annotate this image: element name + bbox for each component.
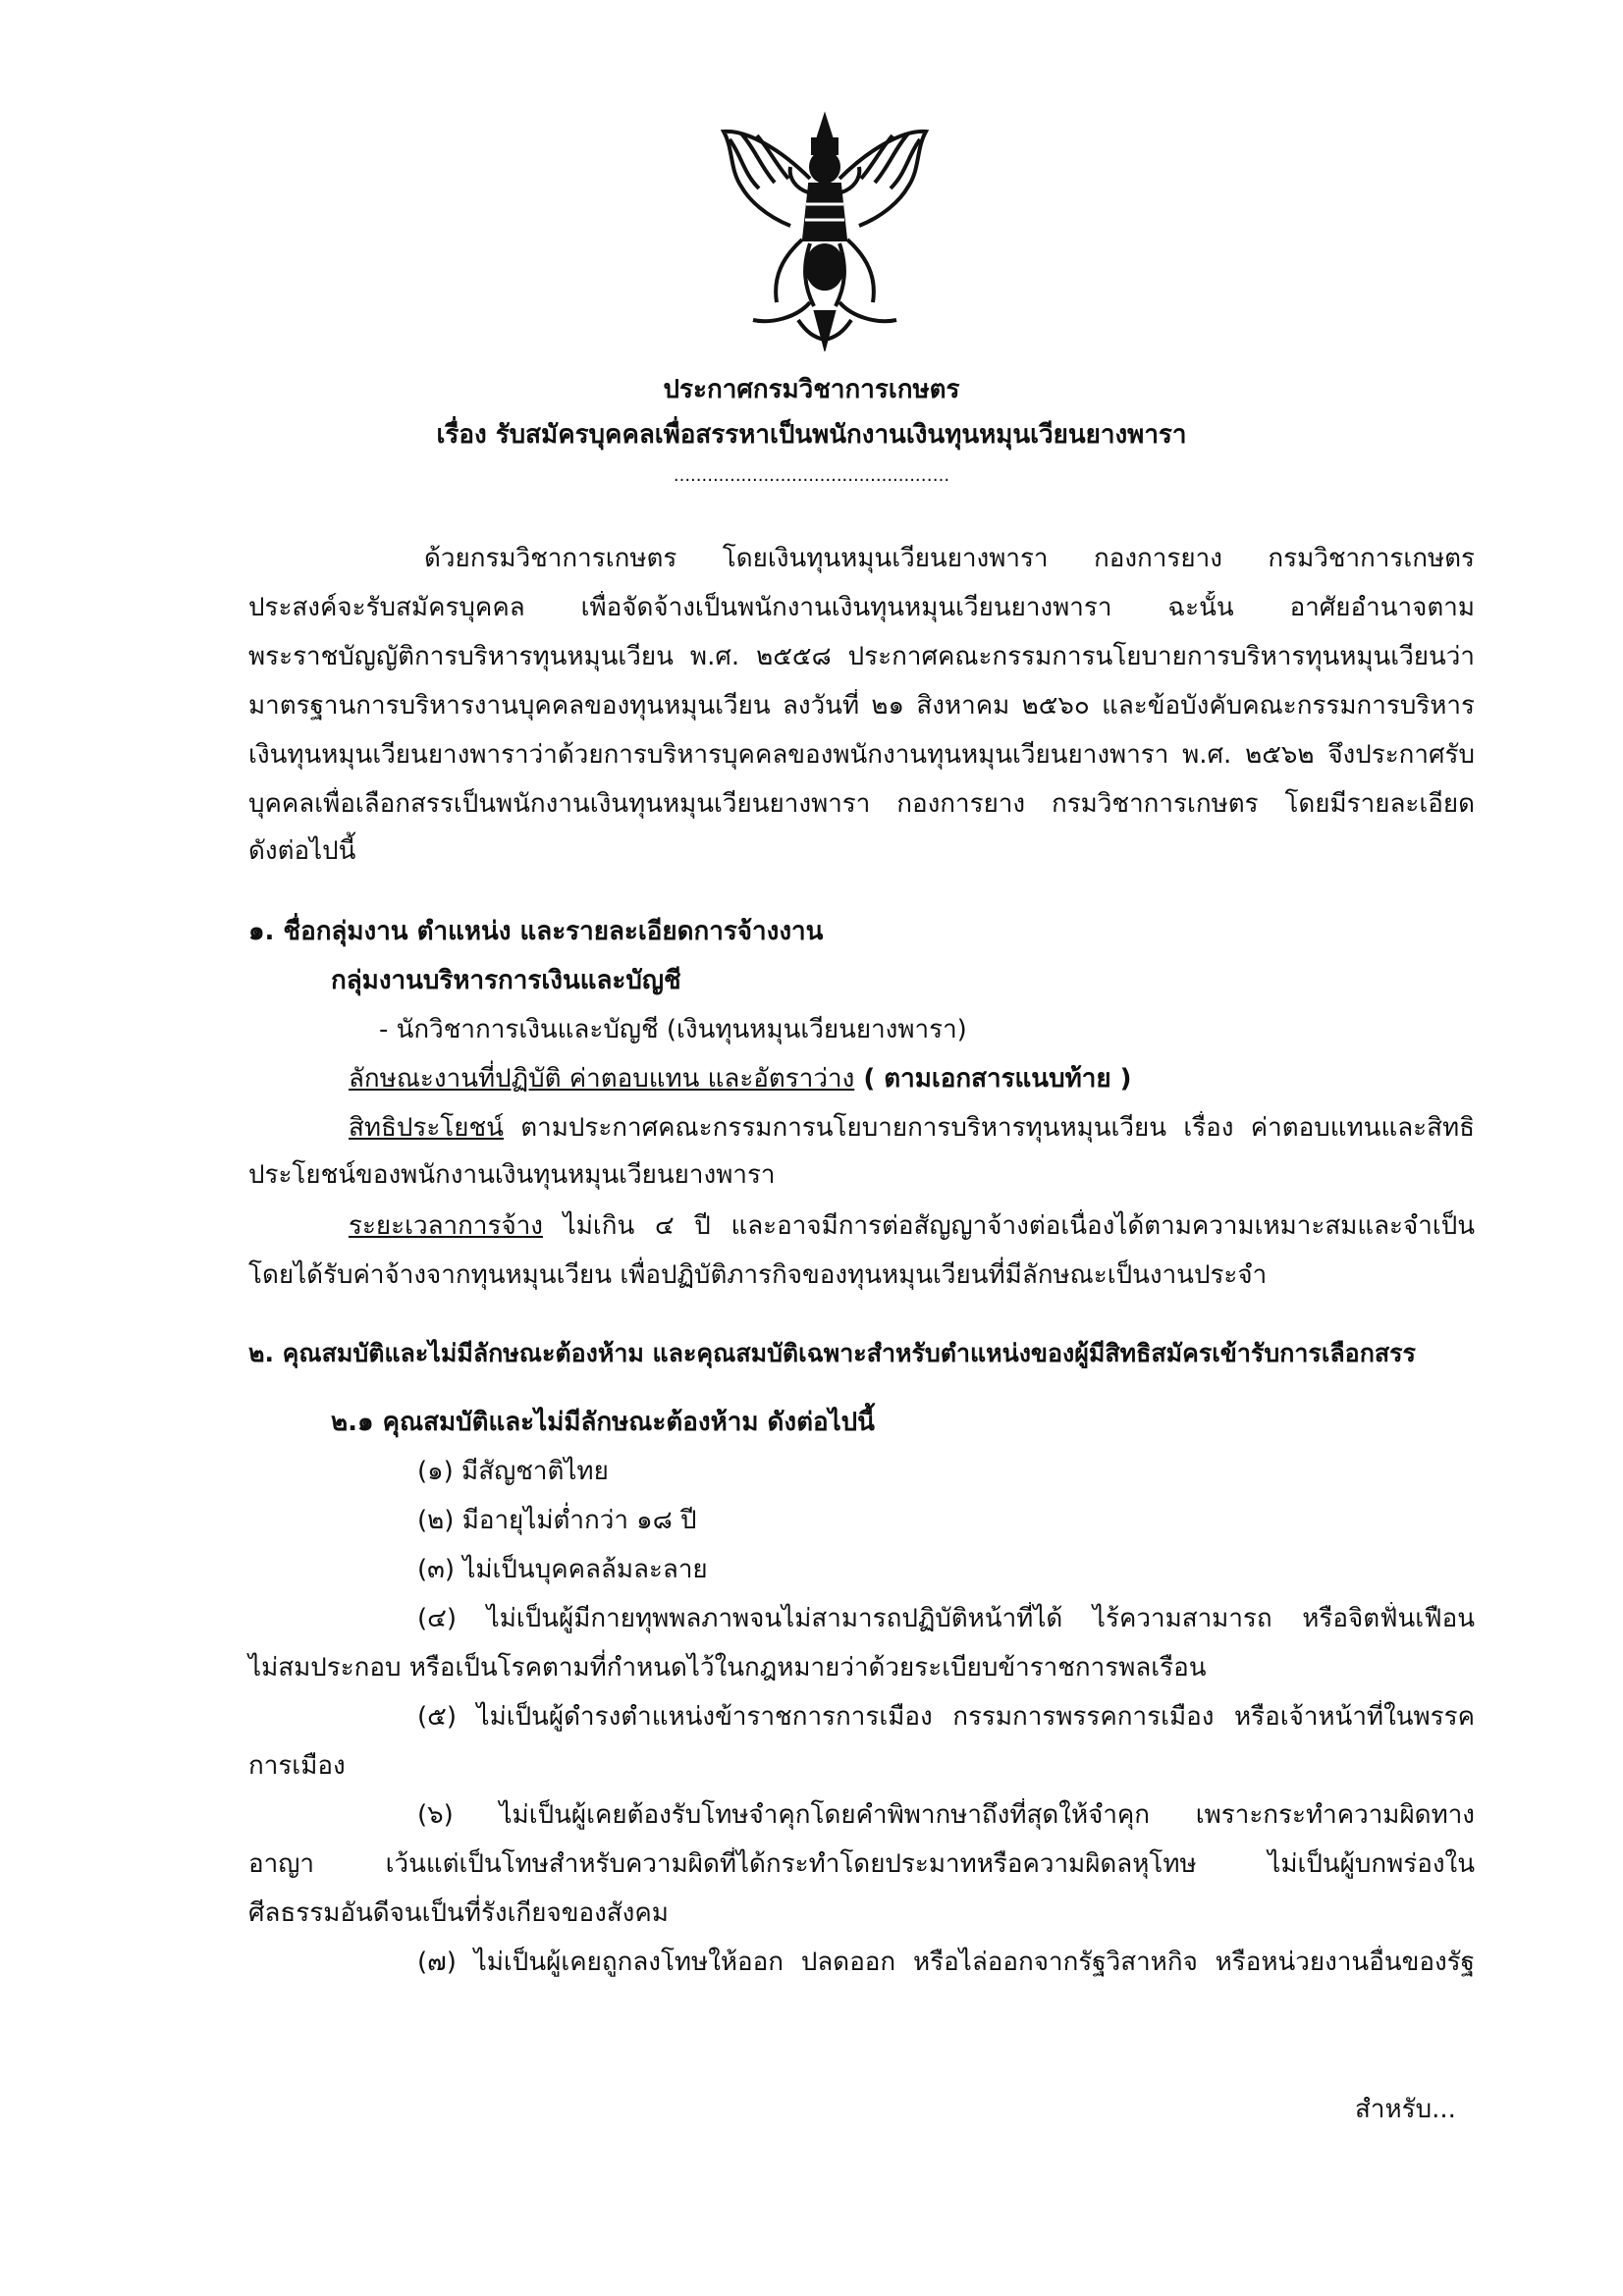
intro-line: เงินทุนหมุนเวียนยางพาราว่าด้วยการบริหารบุคคลของพนักงานทุนหมุนเวียนยางพารา พ.ศ. ๒๕๖๒ จึงประกาศรับ	[248, 740, 1475, 770]
section2-heading: ๒. คุณสมบัติและไม่มีลักษณะต้องห้าม และคุณสมบัติเฉพาะสำหรับตำแหน่งของผู้มีสิทธิสมัครเข้ารับการเลือกสรร	[248, 1339, 1416, 1367]
intro-line: ดังต่อไปนี้	[248, 836, 356, 866]
qualification-item: (๓) ไม่เป็นบุคคลล้มละลาย	[417, 1555, 708, 1584]
qualification-item: (๕) ไม่เป็นผู้ดำรงตำแหน่งข้าราชการการเมือง กรรมการพรรคการเมือง หรือเจ้าหน้าที่ในพรรค	[417, 1702, 1475, 1732]
section2-sub-heading: ๒.๑ คุณสมบัติและไม่มีลักษณะต้องห้าม ดังต่อไปนี้	[331, 1408, 875, 1437]
section1-position: - นักวิชาการเงินและบัญชี (เงินทุนหมุนเวียนยางพารา)	[379, 1015, 967, 1044]
section1-heading: ๑. ชื่อกลุ่มงาน ตำแหน่ง และรายละเอียดการจ้างงาน	[248, 917, 824, 946]
qualification-item: (๖) ไม่เป็นผู้เคยต้องรับโทษจำคุกโดยคำพิพากษาถึงที่สุดให้จำคุก เพราะกระทำความผิดทาง	[417, 1800, 1475, 1830]
benefit-text: ตามประกาศคณะกรรมการนโยบายการบริหารทุนหมุนเวียน เรื่อง ค่าตอบแทนและสิทธิ	[503, 1113, 1475, 1143]
qualification-item-cont: ไม่สมประกอบ หรือเป็นโรคตามที่กำหนดไว้ในกฎหมายว่าด้วยระเบียบข้าราชการพลเรือน	[248, 1653, 1207, 1682]
document-subject: เรื่อง รับสมัครบุคคลเพื่อสรรหาเป็นพนักงานเงินทุนหมุนเวียนยางพารา	[436, 420, 1187, 450]
duty-note: ( ตามเอกสารแนบท้าย )	[854, 1064, 1132, 1094]
term-label: ระยะเวลาการจ้าง	[349, 1211, 543, 1241]
intro-line: พระราชบัญญัติการบริหารทุนหมุนเวียน พ.ศ. ๒๕๕๘ ประกาศคณะกรรมการนโยบายการบริหารทุนหมุนเวียนว่า	[248, 642, 1475, 671]
qualification-item: (๔) ไม่เป็นผู้มีกายทุพพลภาพจนไม่สามารถปฏิบัติหน้าที่ได้ ไร้ความสามารถ หรือจิตฟั่นเฟือน	[417, 1604, 1475, 1633]
section1-benefit-cont: ประโยชน์ของพนักงานเงินทุนหมุนเวียนยางพารา	[248, 1160, 776, 1190]
qualification-item-cont: ศีลธรรมอันดีจนเป็นที่รังเกียจของสังคม	[248, 1898, 669, 1928]
section1-duty	[349, 1062, 1132, 1095]
benefit-label: สิทธิประโยชน์	[349, 1113, 504, 1143]
qualification-item: (๒) มีอายุไม่ต่ำกว่า ๑๘ ปี	[417, 1506, 697, 1535]
section1-term	[349, 1209, 1475, 1243]
document-title: ประกาศกรมวิชาการเกษตร	[663, 375, 960, 404]
intro-line: บุคคลเพื่อเลือกสรรเป็นพนักงานเงินทุนหมุนเวียนยางพารา กองการยาง กรมวิชาการเกษตร โดยมีรายละเอียด	[248, 789, 1475, 819]
intro-line: ด้วยกรมวิชาการเกษตร โดยเงินทุนหมุนเวียนยางพารา กองการยาง กรมวิชาการเกษตร	[424, 544, 1475, 573]
term-text: ไม่เกิน ๔ ปี และอาจมีการต่อสัญญาจ้างต่อเนื่องได้ตามความเหมาะสมและจำเป็น	[542, 1211, 1475, 1241]
section1-term-cont: โดยได้รับค่าจ้างจากทุนหมุนเวียน เพื่อปฏิบัติภารกิจของทุนหมุนเวียนที่มีลักษณะเป็นงานประจำ	[248, 1260, 1268, 1290]
garuda-emblem	[712, 110, 938, 351]
section1-group: กลุ่มงานบริหารการเงินและบัญชี	[331, 966, 681, 995]
qualification-item: (๗) ไม่เป็นผู้เคยถูกลงโทษให้ออก ปลดออก หรือไล่ออกจากรัฐวิสาหกิจ หรือหน่วยงานอื่นของรัฐ	[417, 1948, 1475, 1977]
qualification-item-cont: อาญา เว้นแต่เป็นโทษสำหรับความผิดที่ได้กระทำโดยประมาทหรือความผิดลหุโทษ ไม่เป็นผู้บกพร่องใน	[248, 1849, 1475, 1879]
qualification-item: (๑) มีสัญชาติไทย	[417, 1457, 609, 1486]
intro-line: มาตรฐานการบริหารงานบุคคลของทุนหมุนเวียน ลงวันที่ ๒๑ สิงหาคม ๒๕๖๐ และข้อบังคับคณะกรรมการบริหาร	[248, 691, 1475, 721]
intro-line: ประสงค์จะรับสมัครบุคคล เพื่อจัดจ้างเป็นพนักงานเงินทุนหมุนเวียนยางพารา ฉะนั้น อาศัยอำนาจตาม	[248, 593, 1475, 622]
duty-label: ลักษณะงานที่ปฏิบัติ ค่าตอบแทน และอัตราว่าง	[349, 1064, 855, 1094]
title-divider: ............................................…..	[673, 465, 950, 486]
section1-benefit	[349, 1111, 1475, 1145]
continued-marker: สำหรับ...	[1355, 2095, 1456, 2124]
qualification-item-cont: การเมือง	[248, 1751, 346, 1781]
